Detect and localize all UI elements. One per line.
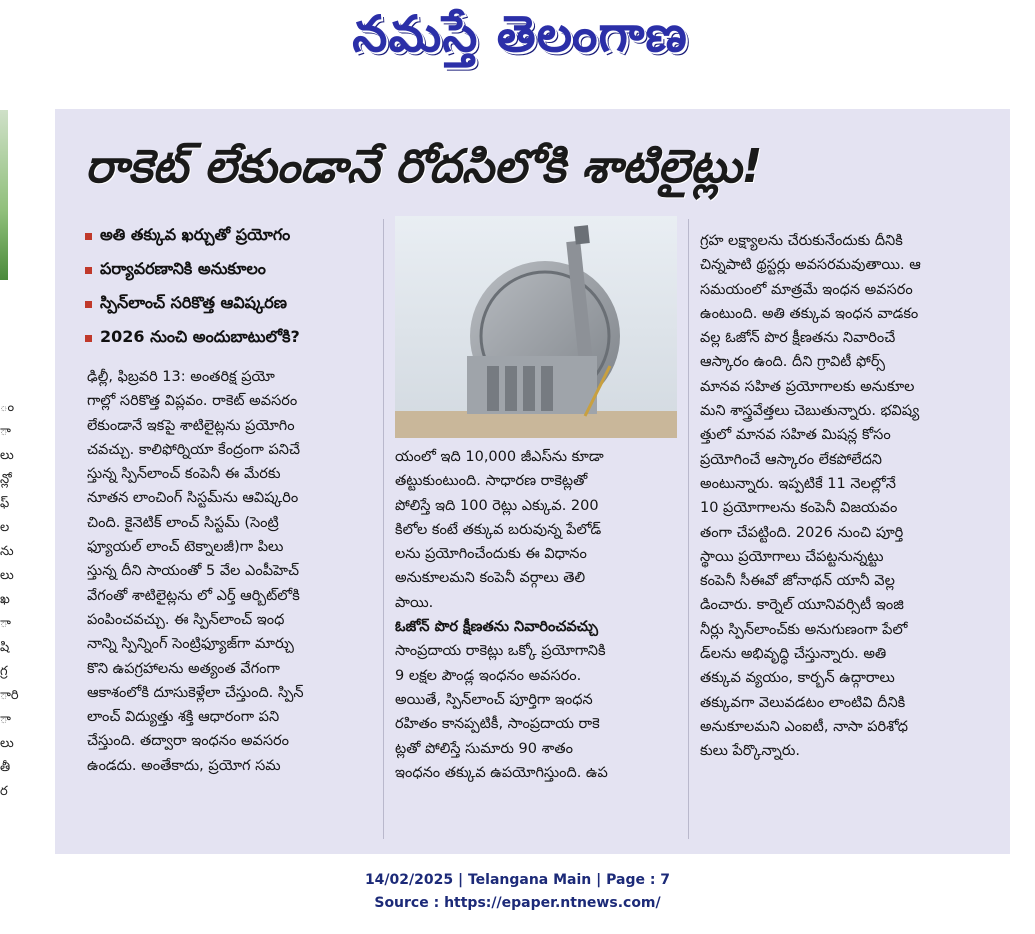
body-line: అయితే, స్పిన్‌లాంచ్ పూర్తిగా ఇంధన (395, 691, 593, 708)
section-subhead: ఓజోన్ పొర క్షీణతను నివారించవచ్చు (395, 619, 598, 636)
adjacent-text-fragment: ా (0, 424, 11, 439)
adjacent-text-fragment: ను (0, 544, 14, 559)
body-line: పాయి. (395, 594, 434, 611)
body-line: యంలో ఇది 10,000 జీఎస్‌ను కూడా (395, 449, 604, 465)
body-line: మని శాస్త్రవేత్తలు చెబుతున్నారు. భవిష్య (700, 403, 920, 420)
body-line: చేస్తుంది. తద్వారా ఇంధనం అవసరం (87, 733, 289, 750)
adjacent-text-fragment: ారి (0, 688, 19, 703)
body-line: కంపెనీ సీఈవో జోనాథన్ యానీ వెల్ల (700, 573, 895, 590)
body-line: సమయంలో మాత్రమే ఇంధన అవసరం (700, 281, 913, 298)
body-line: మానవ సహిత ప్రయోగాలకు అనుకూల (700, 378, 915, 395)
bullet-icon (85, 301, 92, 308)
body-line: కొని ఉపగ్రహాలను అత్యంత వేగంగా (87, 660, 280, 677)
masthead-logo: నమస్తే తెలంగాణ (352, 4, 688, 63)
adjacent-article-strip (0, 110, 19, 930)
body-line: ఫ్యూయల్ లాంచ్ టెక్నాలజీ)గా పిలు (87, 539, 284, 556)
body-line: పంపించవచ్చు. ఈ స్పిన్‌లాంచ్ ఇంధ (87, 611, 285, 628)
body-line: సాంప్రదాయ రాకెట్లు ఒక్కో ప్రయోగానికి (395, 643, 606, 660)
body-line: గాల్లో సరికొత్త విప్లవం. రాకెట్ అవసరం (87, 393, 298, 410)
column-divider (688, 219, 689, 839)
body-line: తక్కువగా వెలువడటం లాంటివి దీనికి (700, 694, 906, 711)
body-line: డించారు. కార్నెల్ యూనివర్సిటీ ఇంజి (700, 597, 904, 614)
adjacent-text-fragment: తీ (0, 760, 11, 775)
body-column-1 (87, 365, 369, 778)
body-line: అనుకూలమని ఎంఐటీ, నాసా పరిశోధ (700, 718, 908, 735)
body-line: స్థాయి ప్రయోగాలు చేపట్టనున్నట్టు (700, 548, 884, 565)
bullet-icon (85, 233, 92, 240)
body-line: ఉండదు. అంతేకాదు, ప్రయోగ సమ (87, 757, 281, 774)
body-line: వల్ల ఓజోన్ పొర క్షీణతను నివారించే (700, 330, 896, 347)
body-line: నీర్లు స్పిన్‌లాంచ్‌కు అనుగుణంగా పేలో (700, 621, 908, 638)
adjacent-text-fragment: న్లో (0, 472, 12, 487)
body-line: ఆస్కారం ఉంది. దీని గ్రావిటీ ఫోర్స్ (700, 354, 886, 371)
body-line: ఇంధనం తక్కువ ఉపయోగిస్తుంది. ఉప (395, 764, 608, 781)
body-column-2 (395, 445, 677, 785)
bullet-icon (85, 267, 92, 274)
adjacent-text-fragment: ఖ (0, 592, 10, 607)
body-line: తట్టుకుంటుంది. సాధారణ రాకెట్లతో (395, 473, 588, 490)
body-line: రహితం కానప్పటికీ, సాంప్రదాయ రాకె (395, 716, 600, 733)
article (55, 109, 1010, 854)
body-column-3 (700, 229, 982, 764)
body-line: నూతన లాంచింగ్ సిస్టమ్‌ను ఆవిష్కరిం (87, 490, 299, 507)
body-line: డ్‌లను అభివృద్ధి చేస్తున్నారు. అతి (700, 646, 887, 663)
column-divider (383, 219, 384, 839)
spinlaunch-facility-illustration (395, 216, 677, 438)
body-line: ట్లతో పోలిస్తే సుమారు 90 శాతం (395, 740, 574, 757)
adjacent-text-fragment: గ్ర (0, 664, 8, 679)
body-line: నాన్ని స్పిన్నింగ్ సెంట్రిఫ్యూజ్‌గా మార్చు (87, 636, 294, 653)
body-line: అంటున్నారు. ఇప్పటికే 11 నెలల్లోనే (700, 475, 896, 492)
body-line: స్తున్న దీని సాయంతో 5 వేల ఎంపీహెచ్ (87, 563, 300, 580)
body-line: లాంచ్ విద్యుత్తు శక్తి ఆధారంగా పని (87, 709, 280, 726)
body-line: కులు పేర్కొన్నారు. (700, 743, 801, 760)
body-line: ప్రయోగించే ఆస్కారం లేకపోలేదని (700, 451, 882, 468)
adjacent-text-fragment: లు (0, 448, 14, 463)
body-line: లేకుండానే ఇకపై శాటిలైట్లను ప్రయోగిం (87, 417, 295, 434)
adjacent-text-fragment: లు (0, 736, 14, 751)
body-line: వేగంతో శాటిలైట్లను లో ఎర్త్ ఆర్బిట్‌లోకి (87, 587, 300, 604)
body-line: చవచ్చు. కాలిఫోర్నియా కేంద్రంగా పనిచే (87, 441, 301, 458)
body-line: చిన్నపాటి థ్రస్టర్లు అవసరమవుతాయి. ఆ (700, 257, 921, 274)
body-line: 9 లక్షల పౌండ్ల ఇంధనం అవసరం. (395, 667, 582, 684)
body-line: ఆకాశంలోకి దూసుకెళ్లేలా చేస్తుంది. స్పిన్ (87, 684, 304, 701)
spinlaunch-photo (395, 216, 677, 438)
highlight-item: పర్యావరణానికి అనుకూలం (85, 253, 405, 287)
body-line: గ్రహ లక్ష్యాలను చేరుకునేందుకు దీనికి (700, 233, 903, 249)
highlight-item: అతి తక్కువ ఖర్చుతో ప్రయోగం (85, 219, 405, 253)
footer-source-line: Source : https://epaper.ntnews.com/ (374, 895, 661, 911)
adjacent-text-fragment: ం (0, 400, 15, 415)
body-line: చింది. కైనెటిక్ లాంచ్ సిస్టమ్ (సెంట్రి (87, 514, 279, 531)
highlight-item: స్పిన్‌లాంచ్ సరికొత్త ఆవిష్కరణ (85, 287, 405, 321)
adjacent-text-fragment: ర (0, 784, 8, 799)
headline: రాకెట్ లేకుండానే రోదసిలోకి శాటిలైట్లు! (85, 139, 763, 193)
body-line: తంగా చేపట్టింది. 2026 నుంచి పూర్తి (700, 524, 904, 541)
body-line: అనుకూలమని కంపెనీ వర్గాలు తెలి (395, 570, 586, 587)
adjacent-text-fragment: లు (0, 568, 14, 583)
body-line: ఢిల్లీ, ఫిబ్రవరి 13: అంతరిక్ష ప్రయో (87, 369, 275, 385)
body-line: పోలిస్తే ఇది 100 రెట్లు ఎక్కువ. 200 (395, 497, 599, 514)
adjacent-text-fragment: ల (0, 520, 10, 535)
footer-date-line: 14/02/2025 | Telangana Main | Page : 7 (364, 872, 671, 888)
body-line: ఉంటుంది. అతి తక్కువ ఇంధన వాడకం (700, 305, 919, 322)
body-line: 10 ప్రయోగాలను కంపెనీ విజయవం (700, 500, 898, 517)
body-line: స్తున్న స్పిన్‌లాంచ్ కంపెనీ ఈ మేరకు (87, 466, 281, 483)
adjacent-photo (0, 110, 8, 280)
body-line: తక్కువ వ్యయం, కార్బన్ ఉద్గారాలు (700, 670, 895, 687)
highlight-item: 2026 నుంచి అందుబాటులోకి? (85, 321, 405, 355)
adjacent-text-fragment: ఫ్ (0, 496, 10, 511)
adjacent-text-fragment: ా (0, 712, 11, 727)
body-line: త్తులో మానవ సహిత మిషన్ల కోసం (700, 427, 891, 444)
highlights-list (85, 219, 405, 355)
adjacent-text-fragment: ా (0, 616, 11, 631)
bullet-icon (85, 335, 92, 342)
adjacent-text-fragment: షి (0, 640, 10, 655)
body-line: లను ప్రయోగించేందుకు ఈ విధానం (395, 546, 587, 563)
body-line: కిలోల కంటే తక్కువ బరువున్న పేలోడ్ (395, 521, 602, 538)
